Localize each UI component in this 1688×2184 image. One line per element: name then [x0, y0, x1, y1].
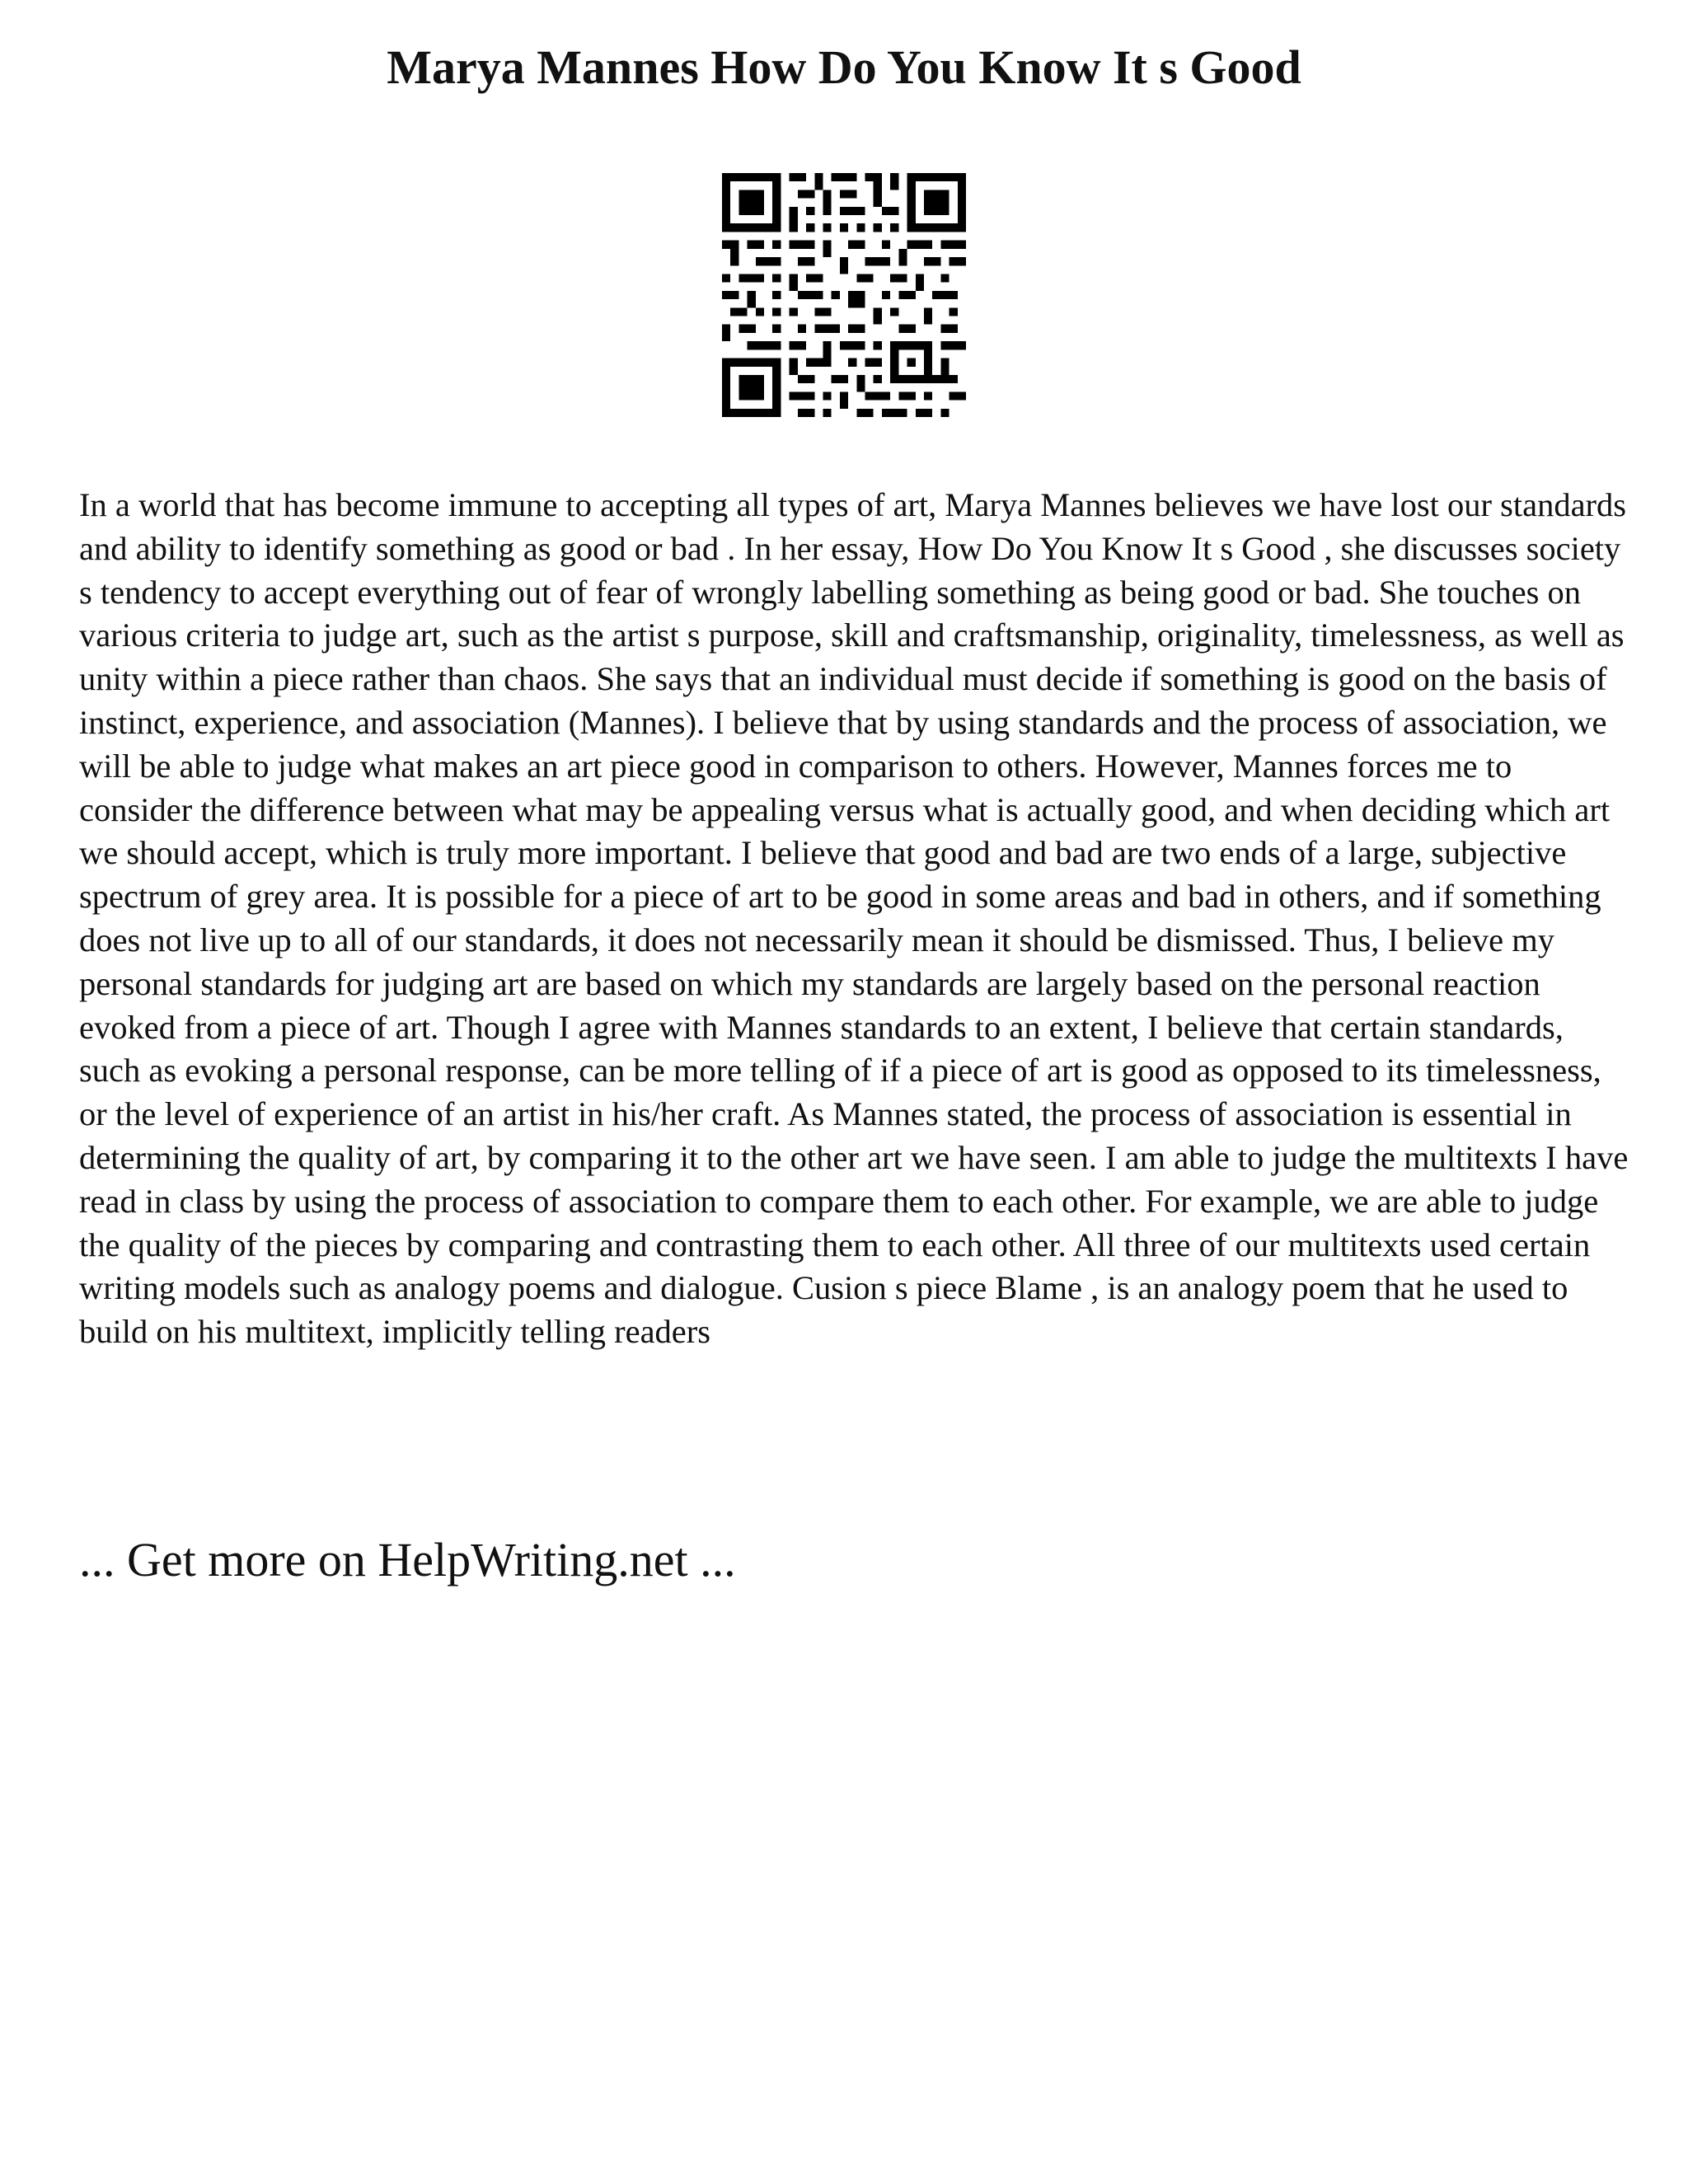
qr-code-icon[interactable] [722, 173, 966, 417]
essay-body: In a world that has become immune to accepting all types of art, Marya Mannes believes we have lost our standards and ability to identify something as good or bad . In her essay, How Do You Know It s Good , she discusses society s tendency to accept everything out of fear of wrongly labelling something as being good or bad. She touches on various criteria to judge art, such as the artist s purpose, skill and craftsmanship, originality, timelessness, as well as unity within a piece rather than chaos. She says that an individual must decide if something is good on the basis of instinct, experience, and association (Mannes). I believe that by using standards and the process of association, we will be able to judge what makes an art piece good in comparison to others. However, Mannes forces me to consider the difference between what may be appealing versus what is actually good, and when deciding which art we should accept, which is truly more important. I believe that good and bad are two ends of a large, subjective spectrum of grey area. It is possible for a piece of art to be good in some areas and bad in others, and if something does not live up to all of our standards, it does not necessarily mean it should be dismissed. Thus, I believe my personal standards for judging art are based on which my standards are largely based on the personal reaction evoked from a piece of art. Though I agree with Mannes standards to an extent, I believe that certain standards, such as evoking a personal response, can be more telling of if a piece of art is good as opposed to its timelessness, or the level of experience of an artist in his/her craft. As Mannes stated, the process of association is essential in determining the quality of art, by comparing it to the other art we have seen. I am able to judge the multitexts I have read in class by using the process of association to compare them to each other. For example, we are able to judge the quality of the pieces by comparing and contrasting them to each other. All three of our multitexts used certain writing models such as analogy poems and dialogue. Cusion s piece Blame , is an analogy poem that he used to build on his multitext, implicitly telling readers [79, 486, 1629, 1351]
get-more-link[interactable]: ... Get more on HelpWriting.net ... [79, 1533, 736, 1586]
document-title: Marya Mannes How Do You Know It s Good [387, 40, 1301, 94]
